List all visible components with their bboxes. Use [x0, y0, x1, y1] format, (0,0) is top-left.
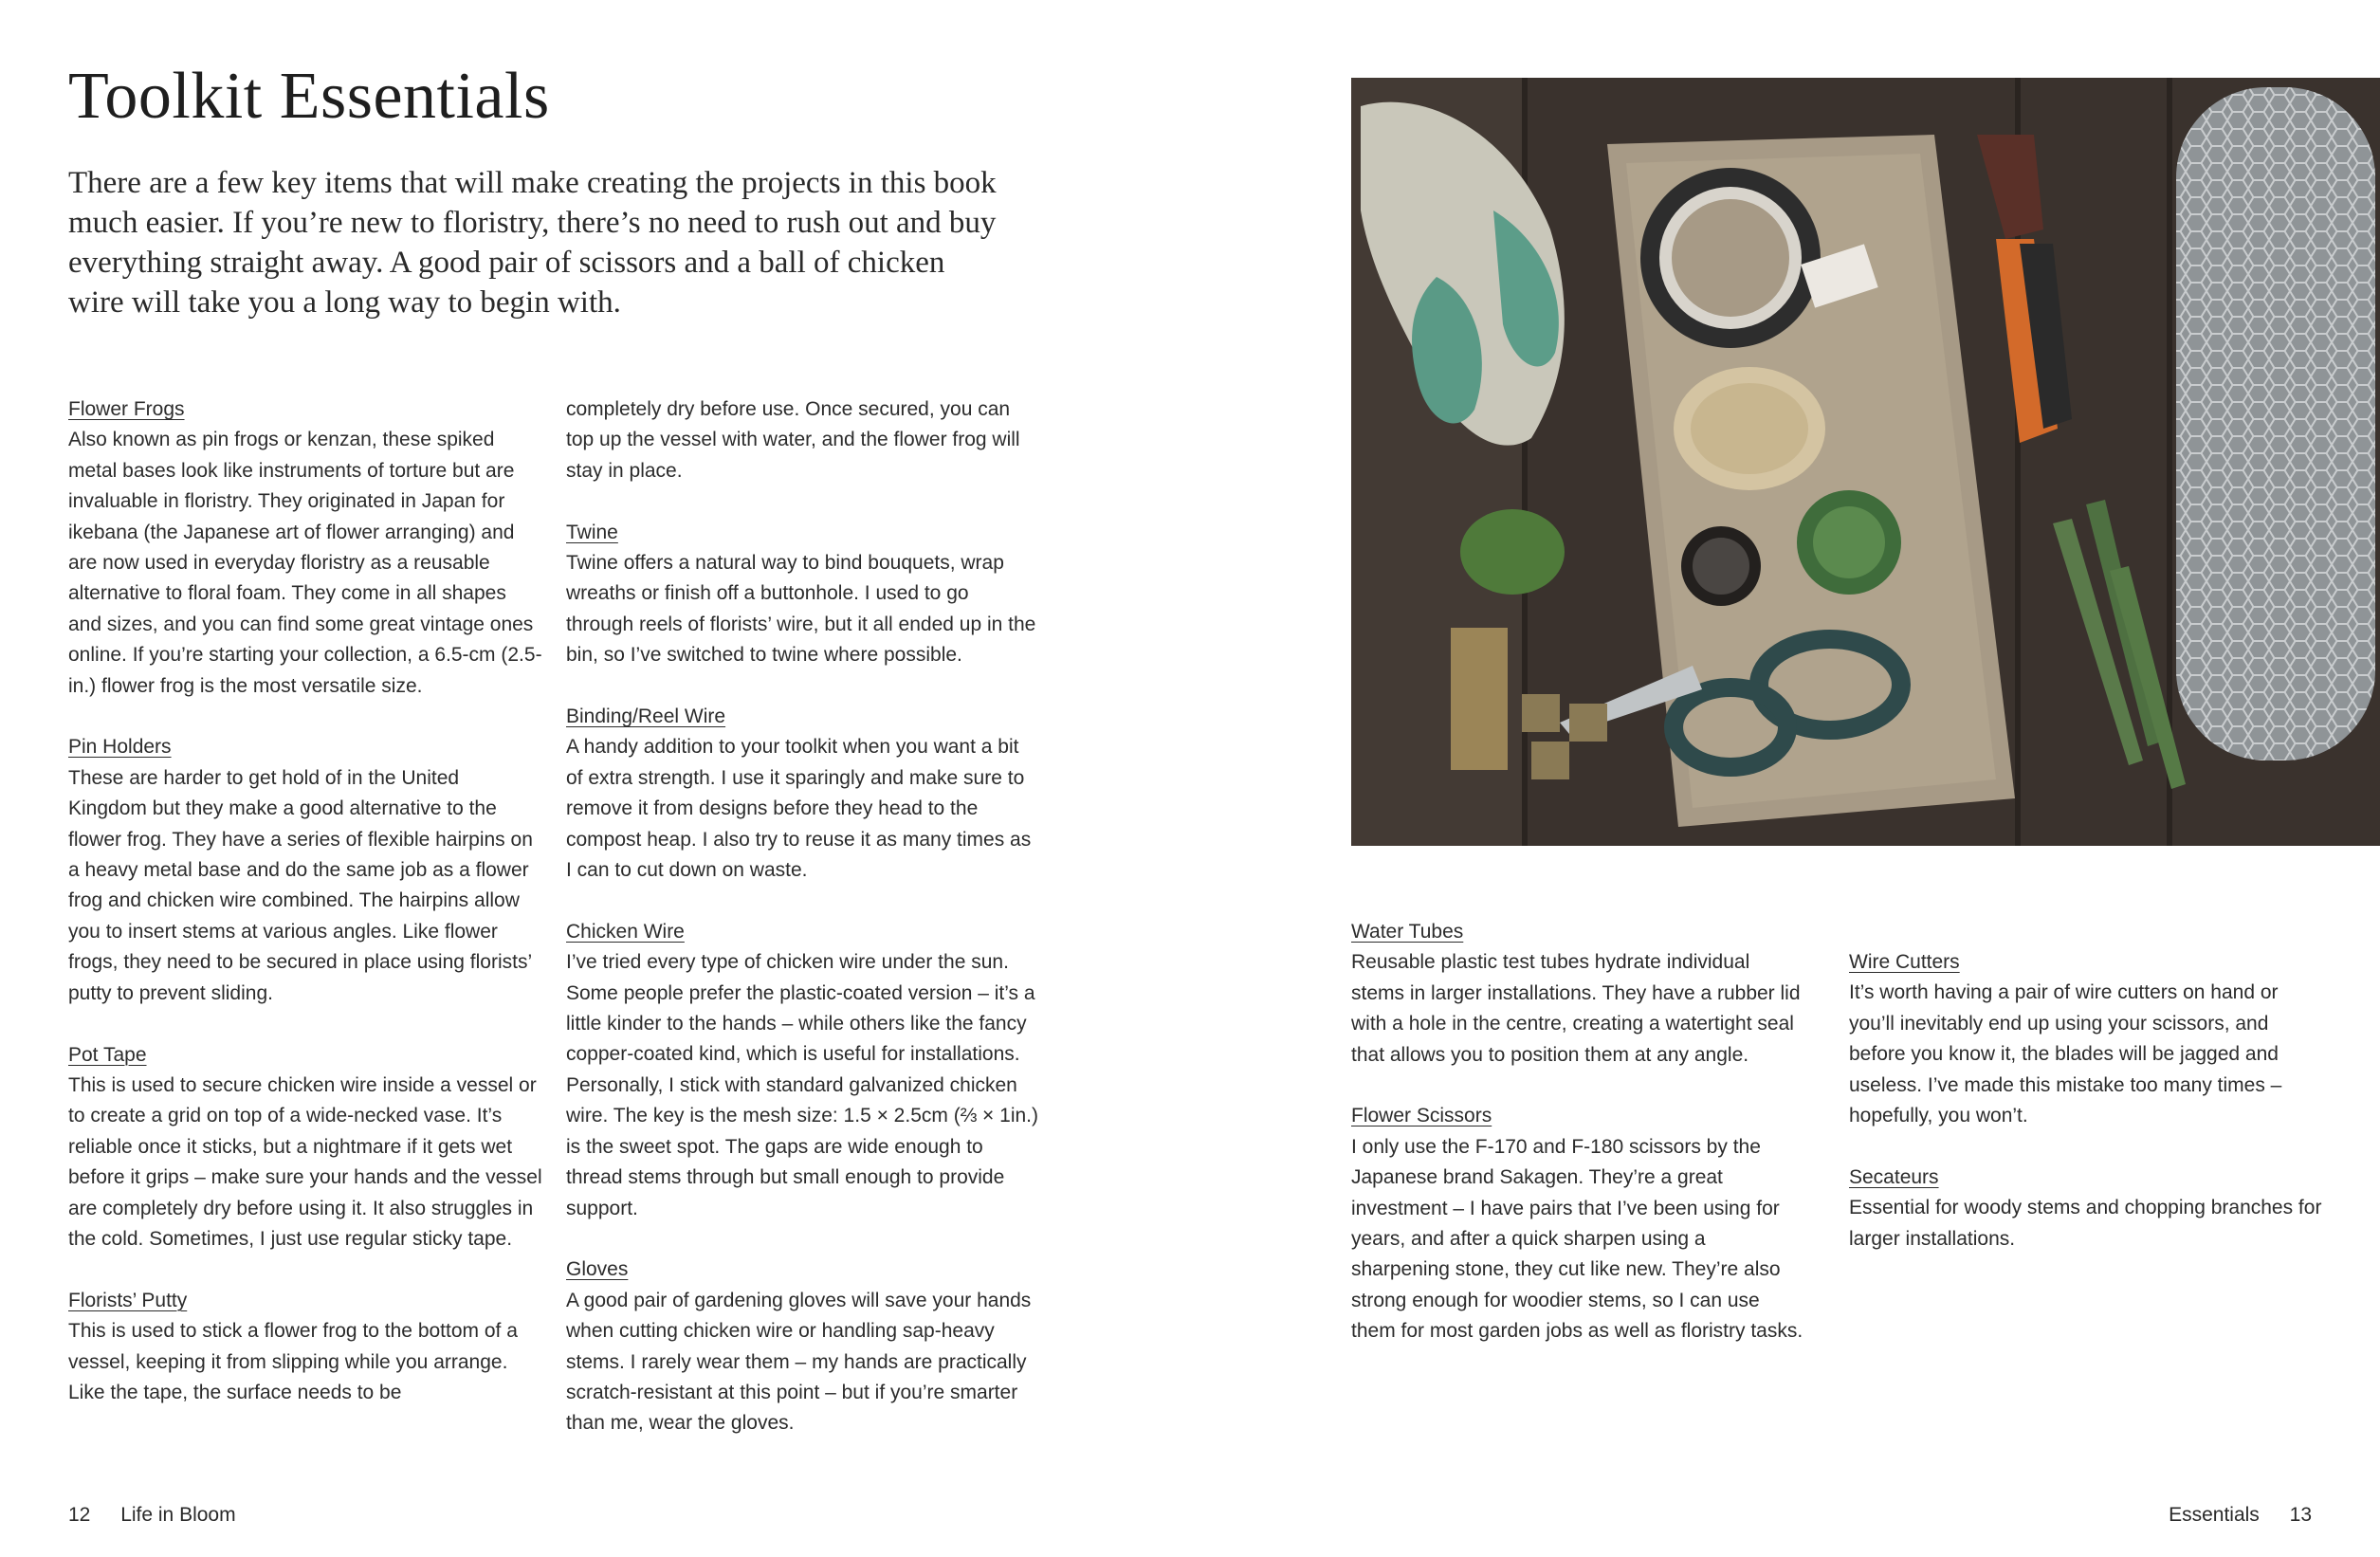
- book-title: Life in Bloom: [120, 1504, 236, 1526]
- text-column-4: [1849, 947, 2323, 1255]
- section-wire-cutters: [1849, 947, 2323, 1131]
- section-pin-holders: [68, 732, 542, 1009]
- section-body: I only use the F-170 and F-180 scissors by the Japanese brand Sakagen. They’re a great investment – I have pairs that I’ve been using for years, and after a quick sharpen using a sharpening stone, they cut like new. They’re also strong enough for woodier stems, so I can use them for most garden jobs as well as floristry tasks.: [1351, 1135, 1803, 1343]
- page-title: Toolkit Essentials: [68, 60, 550, 133]
- section-body: I’ve tried every type of chicken wire under the sun. Some people prefer the plastic-coated version – it’s a little kinder to the hands – while others like the fancy copper-coated kind, which is useful for installations. Personally, I stick with standard galvanized chicken wire. The key is the mesh size: 1.5 × 2.5cm (⅔ × 1in.) is the sweet spot. The gaps are wide enough to thread stems through but small enough to provide support.: [566, 951, 1038, 1219]
- section-heading: Flower Scissors: [1351, 1105, 1492, 1127]
- section-body: This is used to secure chicken wire inside a vessel or to create a grid on top of a wide-necked vase. It’s reliable once it sticks, but a nightmare if it gets wet before it grips – make sure your hands and the vessel are completely dry before using it. It also struggles in the cold. Sometimes, I just use regular sticky tape.: [68, 1073, 542, 1250]
- section-heading: Chicken Wire: [566, 920, 685, 943]
- section-putty-continued: [566, 394, 1040, 486]
- text-column-2: [566, 394, 1040, 1439]
- section-body: Also known as pin frogs or kenzan, these spiked metal bases look like instruments of torture but are invaluable in floristry. They originated in Japan for ikebana (the Japanese art of flower arranging) and are now used in everyday floristry as a reusable alternative to floral foam. They come in all shapes and sizes, and you can find some great vintage ones online. If you’re starting your collection, a 6.5-cm (2.5-in.) flower frog is the most versatile size.: [68, 429, 542, 697]
- section-body: This is used to stick a flower frog to the bottom of a vessel, keeping it from slipping while you arrange. Like the tape, the surface needs to be: [68, 1320, 518, 1403]
- intro-paragraph: There are a few key items that will make creating the projects in this book much easier. If you’re new to floristry, there’s no need to rush out and buy everything straight away. A good pair of scissors and a ball of chicken wire will take you a long way to begin with.: [68, 166, 997, 320]
- section-gloves: [566, 1255, 1040, 1438]
- section-body: A handy addition to your toolkit when you want a bit of extra strength. I use it sparingly and make sure to remove it from designs before they head to the compost heap. I also try to reuse it as many times as I can to cut down on waste.: [566, 736, 1032, 882]
- section-pot-tape: [68, 1040, 542, 1255]
- toolkit-photo: [1351, 78, 2380, 846]
- section-body: Twine offers a natural way to bind bouquets, wrap wreaths or finish off a buttonhole. I used to go through reels of florists’ wire, but it all ended up in the bin, so I’ve switched to twine where possible.: [566, 552, 1036, 667]
- section-heading: Flower Frogs: [68, 398, 185, 420]
- section-flower-frogs: [68, 394, 542, 702]
- section-heading: Wire Cutters: [1849, 951, 1960, 973]
- text-column-1: [68, 394, 542, 1408]
- section-twine: [566, 518, 1040, 671]
- chapter-title: Essentials: [2169, 1504, 2260, 1526]
- section-flower-scissors: [1351, 1101, 1806, 1346]
- section-body: A good pair of gardening gloves will save your hands when cutting chicken wire or handling sap-heavy stems. I rarely wear them – my hands are practically scratch-resistant at this point – but if you’re smarter than me, wear the gloves.: [566, 1289, 1032, 1435]
- section-heading: Binding/Reel Wire: [566, 705, 726, 728]
- section-heading: Secateurs: [1849, 1165, 1939, 1188]
- section-heading: Twine: [566, 521, 618, 543]
- section-chicken-wire: [566, 917, 1040, 1224]
- section-heading: Gloves: [566, 1258, 629, 1281]
- section-heading: Pin Holders: [68, 736, 172, 759]
- section-body: These are harder to get hold of in the United Kingdom but they make a good alternative to the flower frog. They have a series of flexible hairpins on a heavy metal base and do the same job as a flower frog and chicken wire combined. The hairpins allow you to insert stems at various angles. Like flower frogs, they need to be secured in place using florists’ putty to prevent sliding.: [68, 766, 533, 1004]
- section-heading: Florists’ Putty: [68, 1289, 188, 1311]
- section-binding-reel-wire: [566, 702, 1040, 886]
- section-secateurs: [1849, 1163, 2323, 1255]
- section-florists-putty: [68, 1286, 542, 1409]
- section-body: It’s worth having a pair of wire cutters on hand or you’ll inevitably end up using your scissors, and before you know it, the blades will be jagged and useless. I’ve made this mistake too many times – hopefully, you won’t.: [1849, 981, 2282, 1127]
- section-body: completely dry before use. Once secured, you can top up the vessel with water, and the flower frog will stay in place.: [566, 398, 1020, 482]
- section-body: Essential for woody stems and chopping branches for larger installations.: [1849, 1197, 2322, 1250]
- section-water-tubes: [1351, 917, 1806, 1071]
- footer-left: [68, 1504, 236, 1527]
- section-body: Reusable plastic test tubes hydrate individual stems in larger installations. They have a rubber lid with a hole in the centre, creating a watertight seal that allows you to position them at any angle.: [1351, 951, 1801, 1066]
- section-heading: Water Tubes: [1351, 921, 1464, 943]
- footer-right: [2169, 1504, 2312, 1527]
- text-column-3: [1351, 917, 1806, 1347]
- section-heading: Pot Tape: [68, 1043, 147, 1066]
- page-number-left: 12: [68, 1504, 91, 1526]
- page-number-right: 13: [2289, 1504, 2312, 1526]
